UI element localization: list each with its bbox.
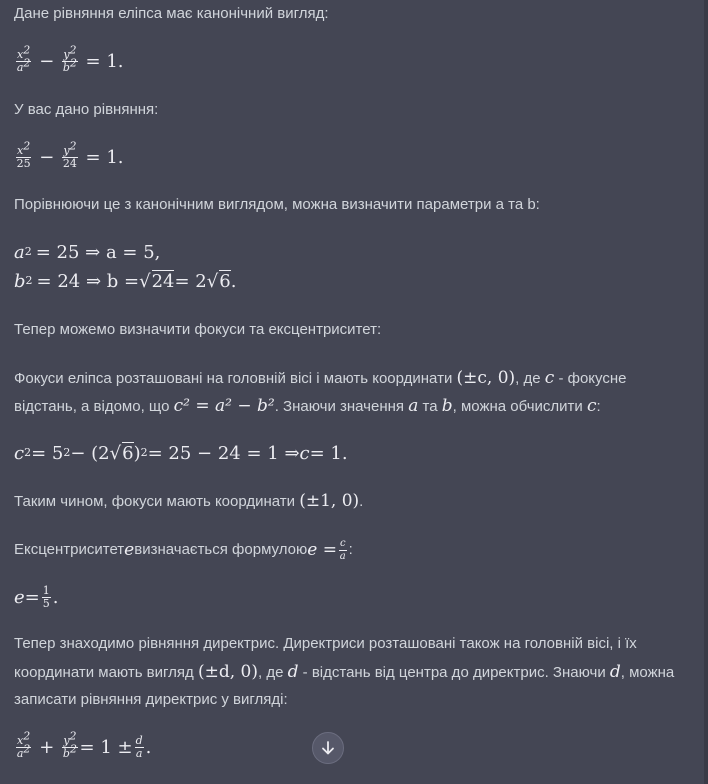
paragraph-directrix-coords: координати мають вигляд (±d, 0), де d - відстань від центра до директрис. Знаючи d, можна	[14, 662, 675, 682]
paragraph-foci-location: Фокуси еліпса розташовані на головній вісі і мають координати (±c, 0), де c - фокусне	[14, 368, 627, 388]
equation-given: $\frac{x^2}{25}$ − $\frac{y^2}{24}$ = 1.	[16, 138, 124, 170]
equation-canonical: $\frac{x^2}{a^2}$ − $\frac{y^2}{b^2}$ = 1.	[16, 42, 124, 74]
paragraph-foci-result: Таким чином, фокуси мають координати (±1, 0).	[14, 491, 364, 511]
paragraph-intro: Дане рівняння еліпса має канонічний вигляд:	[14, 5, 329, 22]
paragraph-compare: Порівнюючи це з канонічним виглядом, можна визначити параметри a та b:	[14, 196, 540, 213]
paragraph-foci-intro: Тепер можемо визначити фокуси та ексцентриситет:	[14, 321, 382, 338]
equation-c-value: c 2 = 5 2 − (2 √ 6 ) 2 = 25 − 24 = 1 ⇒ c = 1.	[14, 442, 348, 464]
scrollbar-track[interactable]	[704, 0, 708, 784]
paragraph-foci-relation: відстань, а відомо, що c² = a² − b². Знаючи значення a та b, можна обчислити c:	[14, 396, 601, 416]
equation-eccentricity: e = $\frac{1}{5}$ .	[14, 583, 59, 610]
equation-directrix: $\frac{x^2}{a^2}$ + $\frac{y^2}{b^2}$ = 1 ± $\frac{d}{a}$ .	[16, 728, 152, 760]
paragraph-directrix-intro: Тепер знаходимо рівняння директрис. Директриси розташовані також на головній вісі, і їх	[14, 635, 637, 652]
arrow-down-icon	[320, 740, 336, 756]
equation-a-value: a 2 = 25 ⇒ a = 5,	[14, 241, 161, 263]
paragraph-given: У вас дано рівняння:	[14, 101, 159, 118]
scroll-to-bottom-button[interactable]	[312, 732, 344, 764]
paragraph-eccentricity: Ексцентриситет e визначається формулою e = $\frac{c}{a}$ :	[14, 537, 353, 562]
equation-b-value: b 2 = 24 ⇒ b = √ 24 = 2 √ 6 .	[14, 270, 237, 292]
paragraph-directrix-form: записати рівняння директрис у вигляді:	[14, 691, 288, 708]
